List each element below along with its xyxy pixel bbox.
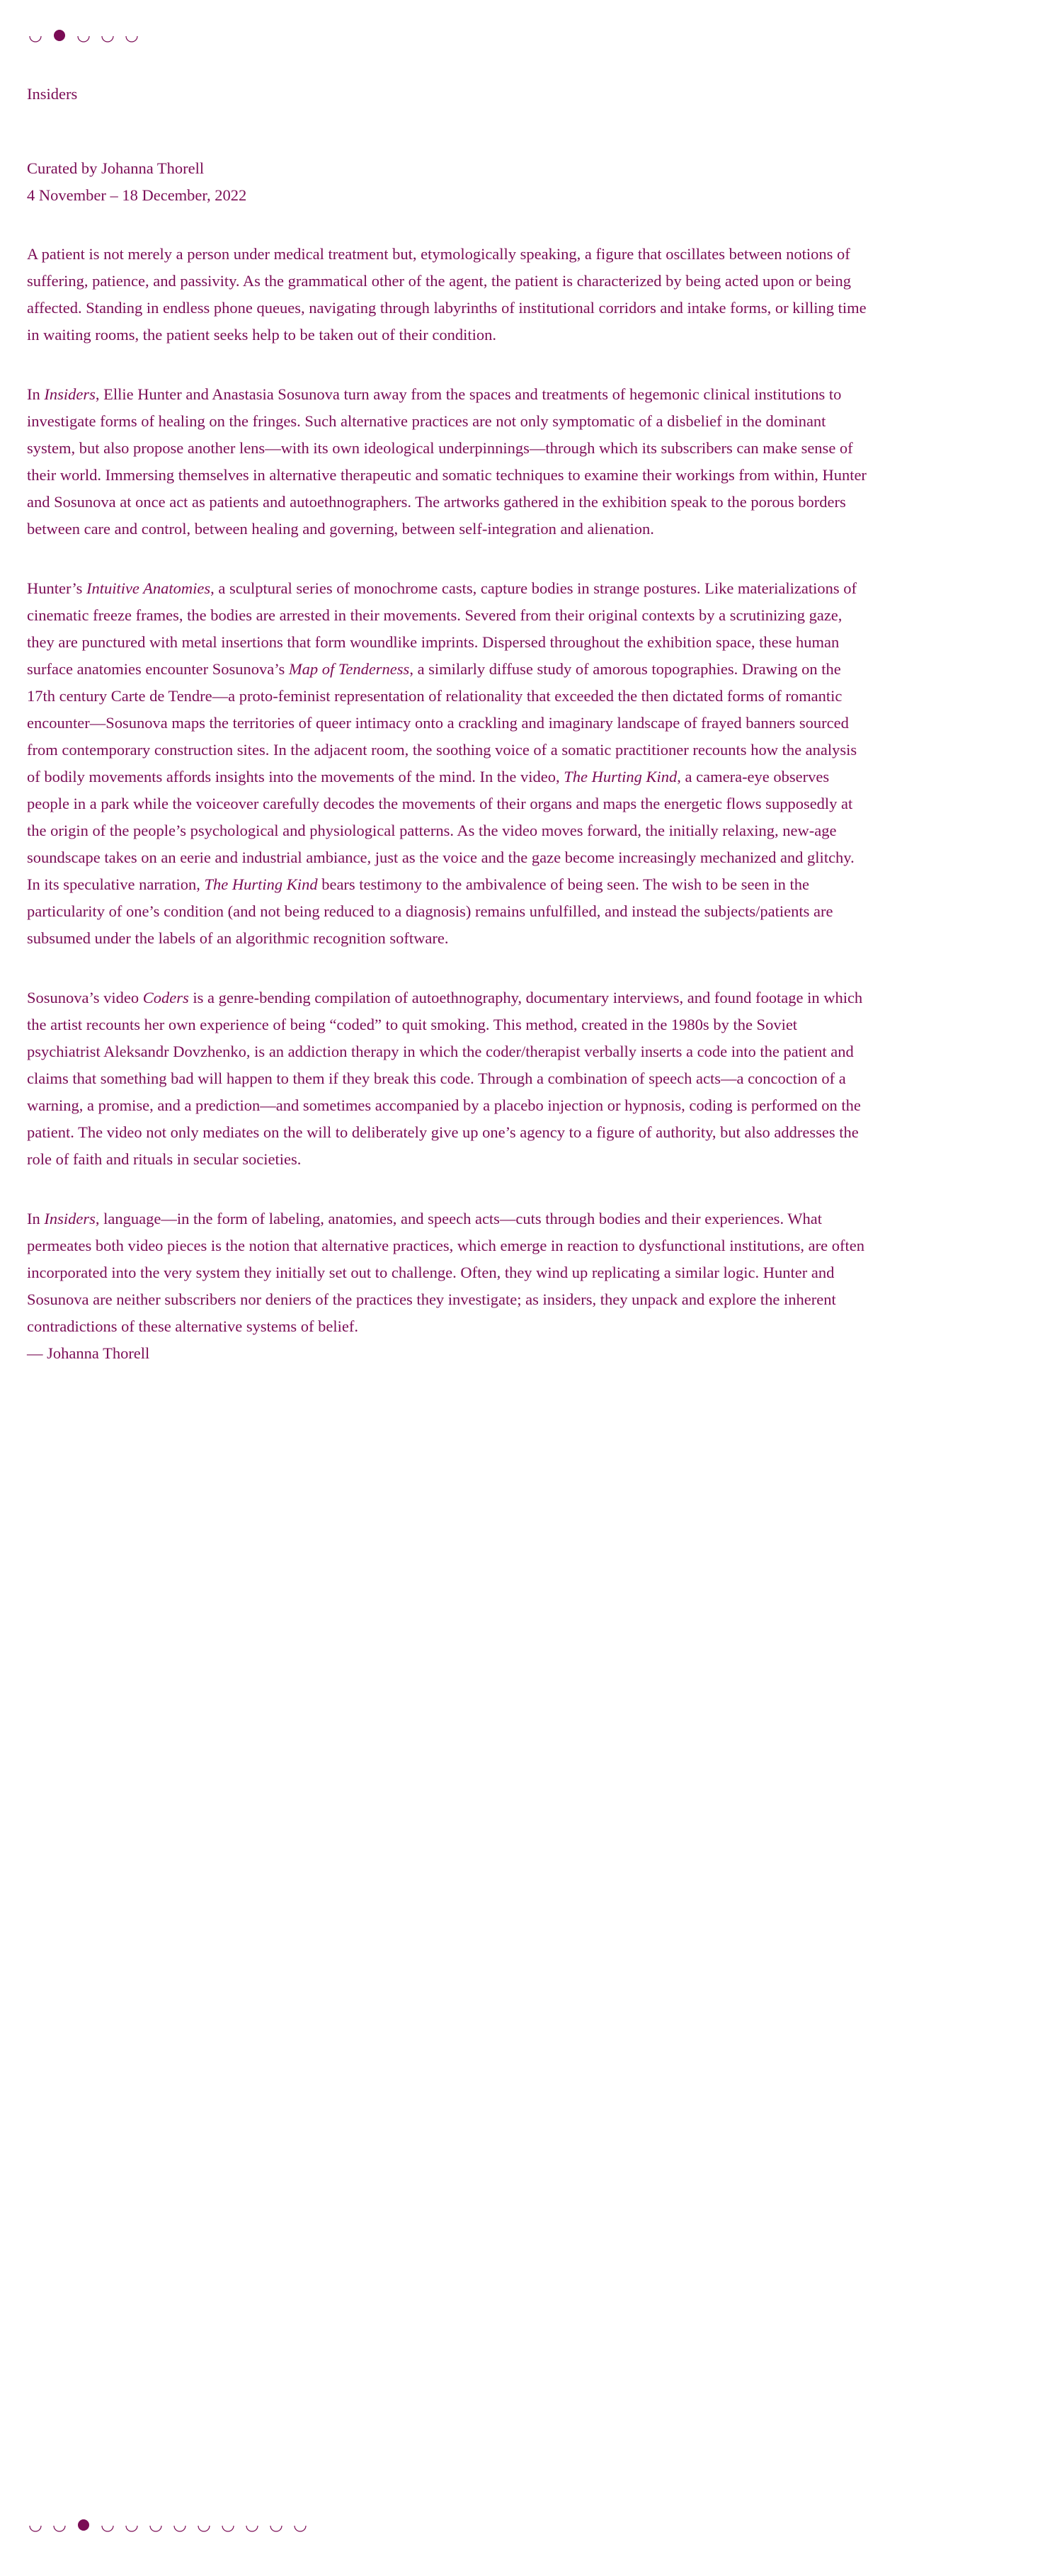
text-span: In [27,1210,45,1227]
artwork-title-ref: Coders [142,989,189,1006]
inactive-dot-icon [245,2518,259,2532]
exhibition-essay [27,241,869,1367]
inactive-dot-icon [173,2518,187,2532]
essay-signature: — Johanna Thorell [27,1344,150,1362]
inactive-dot-icon [101,2518,115,2532]
text-span: Sosunova’s video [27,989,143,1006]
inactive-dot-icon [101,28,115,42]
inactive-dot-icon [125,2518,139,2532]
bottom-page-dot-2[interactable] [52,2517,76,2532]
bottom-page-dot-3[interactable] [76,2517,101,2532]
text-span: , Ellie Hunter and Anastasia Sosunova turn away from the spaces and treatments of hegemonic clinical institutions to investigate forms of healing on the fringes. Such alternative practices are not only symptomatic of a disbelief in the dominant system, but also propose another lens—with its own ideological underpinnings—through which its subscribers can make sense of their world. Immersing themselves in alternative therapeutic and somatic techniques to examine their workings from within, Hunter and Sosunova at once act as patients and autoethnographers. The artworks gathered in the exhibition speak to the porous borders between care and control, between healing and governing, between self-integration and alienation. [27,385,867,538]
bottom-page-dot-12[interactable] [293,2517,317,2532]
exhibition-title-ref: Insiders [44,1210,96,1227]
inactive-dot-icon [293,2518,307,2532]
text-span: bears testimony to the ambivalence of being seen. The wish to be seen in the particularity of one’s condition (and not being reduced to a diagnosis) remains unfulfilled, and instead the subjects/patients are subsumed under the labels of an algorithmic recognition software. [27,875,833,947]
page-title: Insiders [27,85,78,103]
inactive-dot-icon [269,2518,283,2532]
inactive-dot-icon [221,2518,235,2532]
bottom-pagination [28,2517,317,2532]
inactive-dot-icon [28,2518,42,2532]
text-span: , language—in the form of labeling, anatomies, and speech acts—cuts through bodies and their experiences. What permeates both video pieces is the notion that alternative practices, which emerge in reaction to dysfunctional institutions, are often incorporated into the very system they initially set out to challenge. Often, they wind up replicating a similar logic. Hunter and Sosunova are neither subscribers nor deniers of the practices they investigate; as insiders, they unpack and explore the inherent contradictions of these alternative systems of belief. [27,1210,864,1335]
essay-paragraph-4 [27,985,869,1173]
top-page-dot-4[interactable] [101,27,125,42]
inactive-dot-icon [76,28,91,42]
artwork-title-ref: Intuitive Anatomies [86,579,211,597]
text-span: is a genre-bending compilation of autoethnography, documentary interviews, and found footage in which the artist recounts her own experience of being “coded” to quit smoking. This method, created in the 1980s by the Soviet psychiatrist Aleksandr Dovzhenko, is an addiction therapy in which the coder/therapist verbally inserts a code into the patient and claims that something bad will happen to them if they break this code. Through a combination of speech acts—a concoction of a warning, a promise, and a prediction—and sometimes accompanied by a placebo injection or hypnosis, coding is performed on the patient. The video not only mediates on the will to deliberately give up one’s agency to a figure of authority, but also addresses the role of faith and rituals in secular societies. [27,989,863,1168]
text-span: , a similarly diffuse study of amorous topographies. Drawing on the 17th century Carte de Tendre—a proto-feminist representation of relationality that exceeded the then dictated forms of romantic encounter—Sosunova maps the territories of queer intimacy onto a crackling and imaginary landscape of frayed banners sourced from contemporary construction sites. In the adjacent room, the soothing voice of a somatic practitioner recounts how the analysis of bodily movements affords insights into the movements of the mind. In the video, [27,660,857,785]
bottom-page-dot-11[interactable] [269,2517,293,2532]
exhibition-dates: 4 November – 18 December, 2022 [27,186,247,204]
bottom-page-dot-6[interactable] [149,2517,173,2532]
top-page-dot-1[interactable] [28,27,52,42]
bottom-page-dot-5[interactable] [125,2517,149,2532]
bottom-page-dot-4[interactable] [101,2517,125,2532]
exhibition-credits [27,155,877,209]
artwork-title-ref: The Hurting Kind [564,768,678,785]
essay-paragraph-2 [27,381,869,543]
inactive-dot-icon [149,2518,163,2532]
bottom-page-dot-9[interactable] [221,2517,245,2532]
inactive-dot-icon [197,2518,211,2532]
essay-paragraph-5 [27,1205,869,1340]
top-page-dot-5[interactable] [125,27,149,42]
inactive-dot-icon [125,28,139,42]
inactive-dot-icon [52,2518,67,2532]
artwork-title-ref: The Hurting Kind [204,875,318,893]
essay-paragraph-3 [27,575,869,952]
active-dot-icon [52,28,67,42]
top-pagination [28,27,149,42]
essay-paragraph-1: A patient is not merely a person under medical treatment but, etymologically speaking, a figure that oscillates between notions of suffering, patience, and passivity. As the grammatical other of the agent, the patient is characterized by being acted upon or being affected. Standing in endless phone queues, navigating through labyrinths of institutional corridors and intake forms, or killing time in waiting rooms, the patient seeks help to be taken out of their condition. [27,245,867,344]
text-span: Hunter’s [27,579,86,597]
top-page-dot-3[interactable] [76,27,101,42]
bottom-page-dot-7[interactable] [173,2517,197,2532]
active-dot-icon [76,2518,91,2532]
curator-line: Curated by Johanna Thorell [27,159,205,177]
bottom-page-dot-8[interactable] [197,2517,221,2532]
bottom-page-dot-1[interactable] [28,2517,52,2532]
bottom-page-dot-10[interactable] [245,2517,269,2532]
artwork-title-ref: Map of Tenderness [288,660,410,678]
text-span: In [27,385,45,403]
inactive-dot-icon [28,28,42,42]
exhibition-title-ref: Insiders [44,385,96,403]
text-span: , a camera-eye observes people in a park while the voiceover carefully decodes the movements of their organs and maps the energetic flows supposedly at the origin of the people’s psychological and physiological patterns. As the video moves forward, the initially relaxing, new-age soundscape takes on an eerie and industrial ambiance, just as the voice and the gaze become increasingly mechanized and glitchy. In its speculative narration, [27,768,855,893]
top-page-dot-2[interactable] [52,27,76,42]
text-span: , a sculptural series of monochrome casts, capture bodies in strange postures. Like materializations of cinematic freeze frames, the bodies are arrested in their movements. Severed from their original contexts by a scrutinizing gaze, they are punctured with metal insertions that form woundlike imprints. Dispersed throughout the exhibition space, these human surface anatomies encounter Sosunova’s [27,579,857,678]
